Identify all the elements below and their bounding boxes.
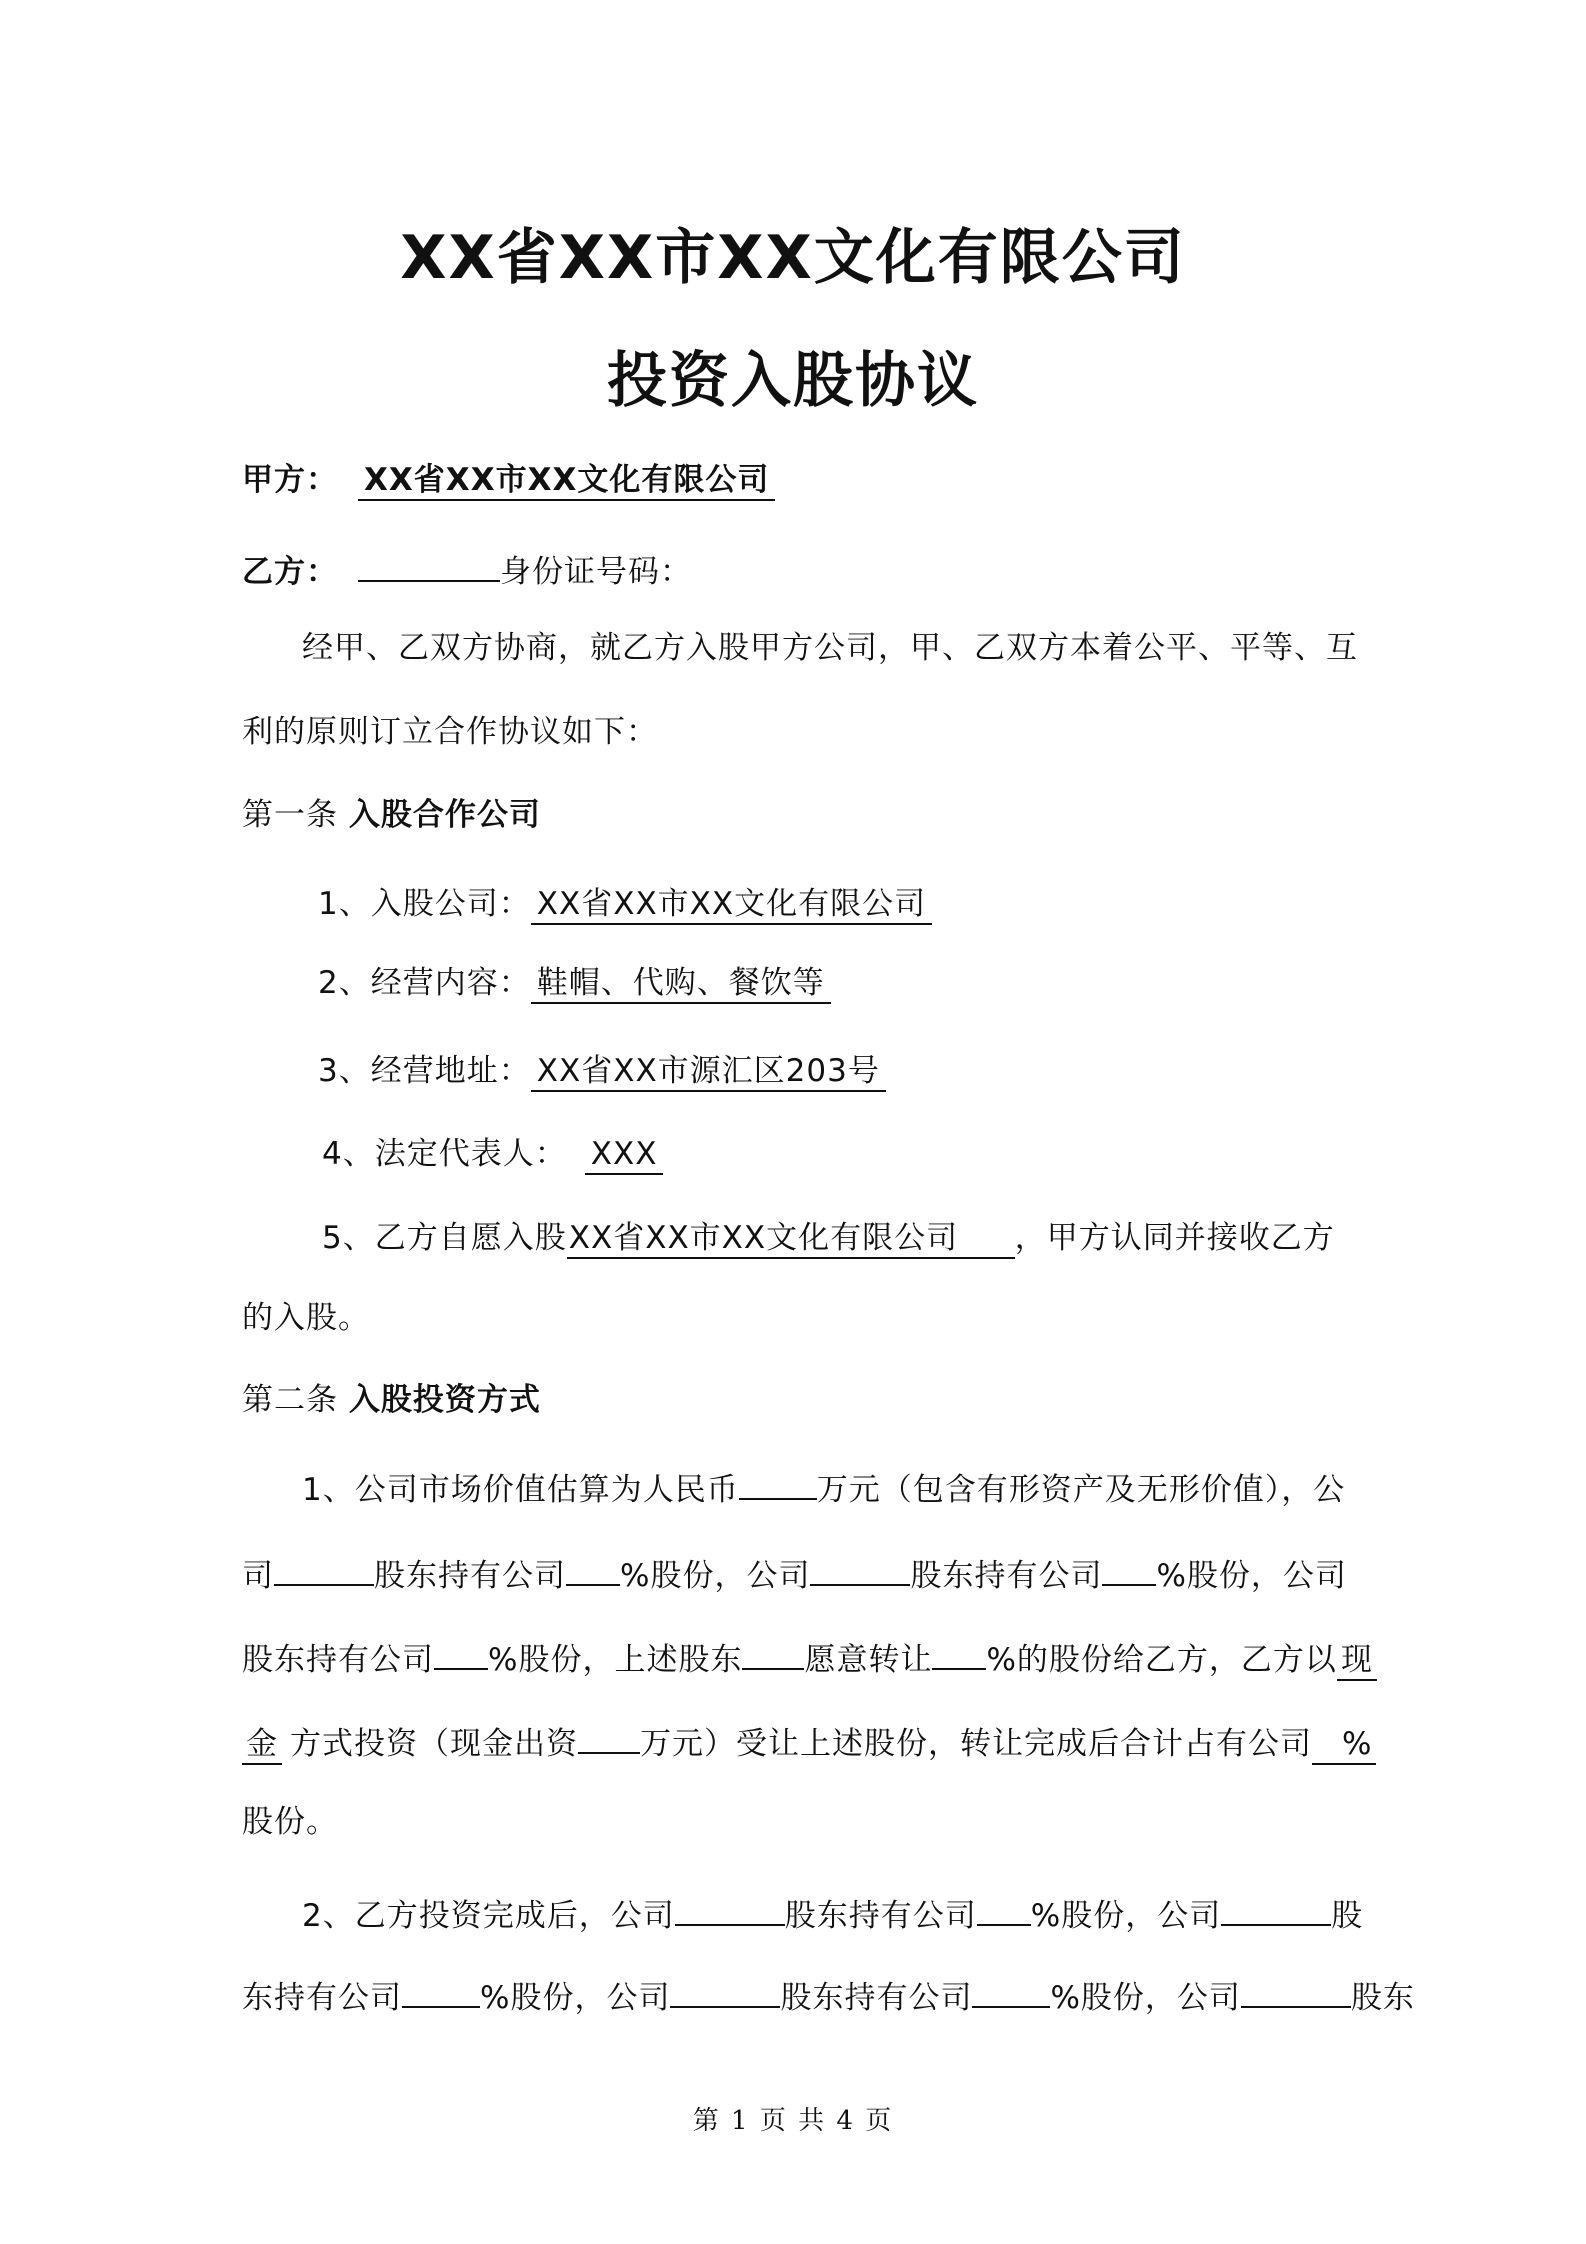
text: %的股份给乙方，乙方以 <box>986 1642 1337 1678</box>
document-subtitle: 投资入股协议 <box>607 346 979 416</box>
text: 愿意转让 <box>804 1642 933 1678</box>
blank <box>742 1634 804 1670</box>
article-2-p1-line-3 <box>242 1634 1377 1681</box>
text: 股东持有公司 <box>780 1980 973 2016</box>
article-2-p1-line-1 <box>302 1464 1345 1510</box>
blank <box>977 1890 1031 1926</box>
text: 万元）受让上述股份，转让完成后合计占有公司 <box>640 1726 1312 1762</box>
article-2-p2-line-1 <box>302 1890 1363 1936</box>
article-1-title: 入股合作公司 <box>348 797 541 833</box>
text: %股份，公司 <box>1050 1980 1241 2016</box>
article-1-item-2 <box>318 963 831 1004</box>
item-value: XXX <box>585 1135 664 1175</box>
blank <box>932 1634 986 1670</box>
article-2-heading <box>242 1380 541 1420</box>
article-1-item-5 <box>322 1218 1335 1259</box>
party-b-label: 乙方： <box>242 554 338 590</box>
text: 股东持有公司 <box>374 1558 566 1594</box>
blank <box>810 1550 910 1586</box>
article-1-item-5-cont: 的入股。 <box>242 1300 370 1336</box>
text: 股东持有公司 <box>910 1558 1103 1594</box>
text: 司 <box>242 1558 274 1594</box>
total-percent: % <box>1312 1725 1376 1765</box>
text: 股 <box>1331 1898 1364 1934</box>
item-label: 2、经营内容： <box>318 965 531 1001</box>
article-1-item-4 <box>322 1134 663 1175</box>
article-2-p1-line-2 <box>242 1550 1347 1596</box>
party-b-row <box>242 546 692 592</box>
blank <box>274 1550 374 1586</box>
text: %股份，公司 <box>1030 1898 1222 1934</box>
blank <box>402 1972 480 2008</box>
article-2-p1-line-4 <box>242 1718 1376 1765</box>
item-5-prefix: 5、乙方自愿入股 <box>322 1220 567 1256</box>
text: %股份，公司 <box>480 1980 671 2016</box>
text: 股东持有公司 <box>784 1898 977 1934</box>
blank <box>739 1464 817 1500</box>
article-1-item-3 <box>318 1051 886 1092</box>
id-number-label: 身份证号码： <box>500 554 692 590</box>
item-label: 1、入股公司： <box>318 886 531 922</box>
item-value: XX省XX市源汇区203号 <box>531 1052 886 1092</box>
text: %股份，公司 <box>620 1558 811 1594</box>
text: 股东持有公司 <box>242 1642 434 1678</box>
blank <box>972 1972 1050 2008</box>
text: 方式投资（现金出资 <box>290 1726 578 1762</box>
blank <box>1221 1890 1331 1926</box>
item-label: 4、法定代表人： <box>322 1136 567 1172</box>
item-value: XX省XX市XX文化有限公司 <box>531 885 932 925</box>
text: %股份，公司 <box>1156 1558 1347 1594</box>
blank <box>566 1550 620 1586</box>
party-b-blank <box>358 546 500 582</box>
party-a-row <box>242 460 775 501</box>
article-2-title: 入股投资方式 <box>348 1382 541 1418</box>
article-2-p1-line-5: 股份。 <box>242 1804 338 1840</box>
document-title: XX省XX市XX文化有限公司 <box>400 223 1186 293</box>
article-1-heading <box>242 795 541 835</box>
blank <box>670 1972 780 2008</box>
invest-method-part-1: 现 <box>1337 1641 1377 1681</box>
article-2-number: 第二条 <box>242 1382 338 1418</box>
text: 股东 <box>1350 1980 1415 2016</box>
text: 1、公司市场价值估算为人民币 <box>302 1472 739 1508</box>
blank <box>675 1890 785 1926</box>
article-1-item-1 <box>318 884 932 925</box>
text: 东持有公司 <box>242 1980 402 2016</box>
intro-line-2: 利的原则订立合作协议如下： <box>242 714 658 750</box>
article-1-number: 第一条 <box>242 797 338 833</box>
blank <box>1241 1972 1351 2008</box>
invest-method-part-2: 金 <box>242 1725 282 1765</box>
item-5-value: XX省XX市XX文化有限公司 <box>567 1219 1015 1259</box>
intro-line-1: 经甲、乙双方协商，就乙方入股甲方公司，甲、乙双方本着公平、平等、互 <box>302 630 1358 666</box>
page-number: 第 1 页 共 4 页 <box>692 2106 894 2136</box>
blank <box>578 1718 640 1754</box>
text: 2、乙方投资完成后，公司 <box>302 1898 675 1934</box>
item-label: 3、经营地址： <box>318 1053 531 1089</box>
item-5-suffix: ，甲方认同并接收乙方 <box>1014 1220 1335 1256</box>
blank <box>434 1634 488 1670</box>
article-2-p2-line-2 <box>242 1972 1415 2018</box>
text: %股份，上述股东 <box>488 1642 743 1678</box>
blank <box>1102 1550 1156 1586</box>
party-a-value: XX省XX市XX文化有限公司 <box>358 461 775 501</box>
text: 万元（包含有形资产及无形价值），公 <box>816 1472 1346 1508</box>
party-a-label: 甲方： <box>242 462 338 498</box>
item-value: 鞋帽、代购、餐饮等 <box>531 964 831 1004</box>
